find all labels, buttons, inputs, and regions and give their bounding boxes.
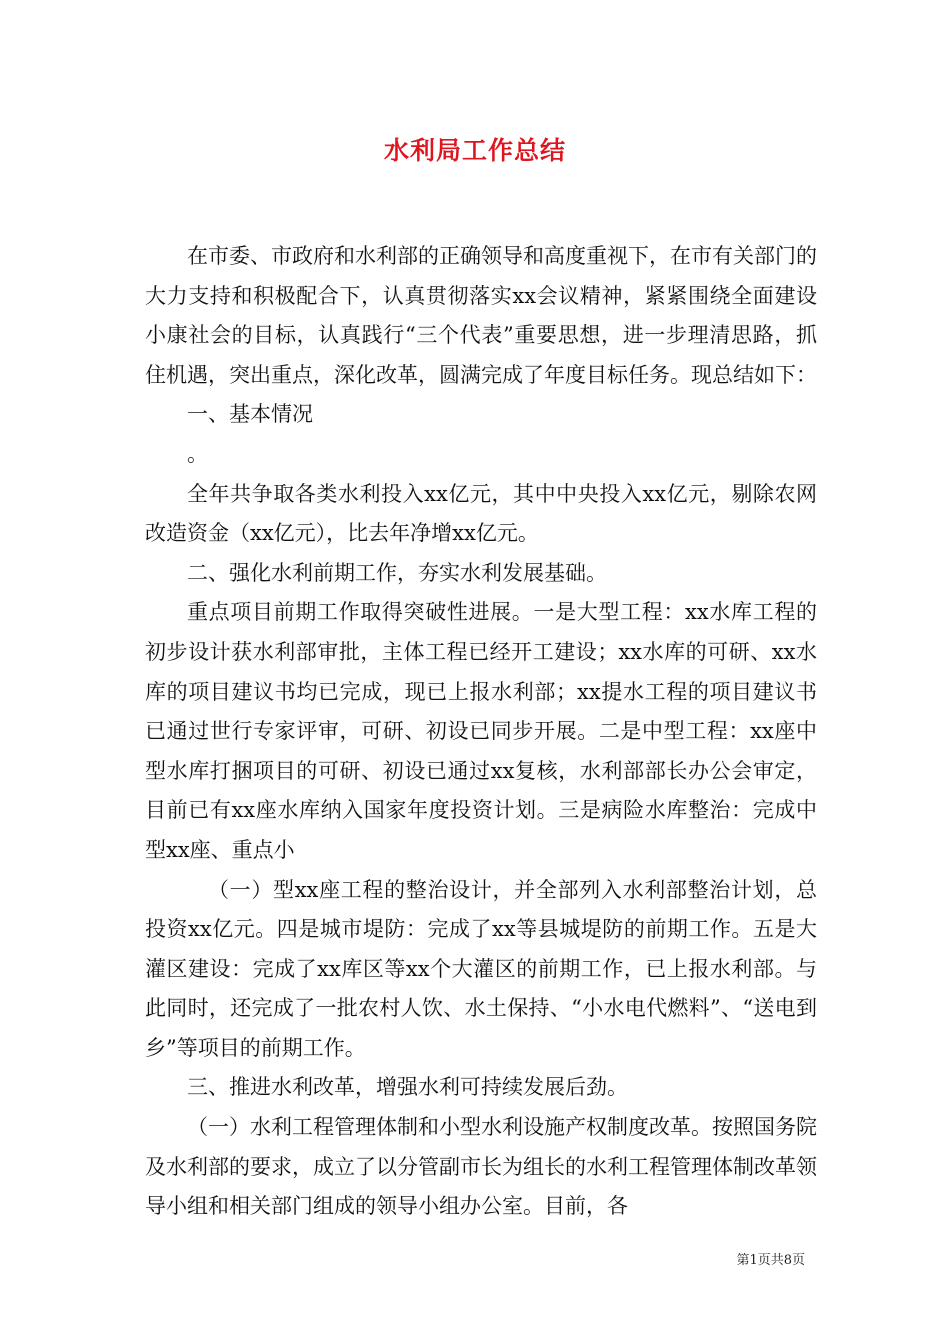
document-body <box>145 237 817 1227</box>
paragraph-management-reform: （一）水利工程管理体制和小型水利设施产权制度改革。按照国务院及水利部的要求，成立了以分管副市长为组长的水利工程管理体制改革领导小组和相关部门组成的领导小组办公室。目前，各 <box>145 1115 817 1219</box>
paragraph-investment: 全年共争取各类水利投入xx亿元，其中中央投入xx亿元，剔除农网改造资金（xx亿元），比去年净增xx亿元。 <box>145 481 817 546</box>
paragraph-key-projects: 重点项目前期工作取得突破性进展。一是大型工程：xx水库工程的初步设计获水利部审批，主体工程已经开工建设；xx水库的可研、xx水库的项目建议书均已完成，现已上报水利部；xx提水工程的项目建议书已通过世行专家评审，可研、初设已同步开展。二是中型工程：xx座中型水库打捆项目的可研、初设已通过xx复核，水利部部长办公会审定，目前已有xx座水库纳入国家年度投资计划。三是病险水库整治：完成中型xx座、重点小 <box>145 600 817 862</box>
paragraph-reservoir-rectification: （一）型xx座工程的整治设计，并全部列入水利部整治计划，总投资xx亿元。四是城市堤防：完成了xx等县城堤防的前期工作。五是大灌区建设：完成了xx库区等xx个大灌区的前期工作，已上报水利部。与此同时，还完成了一批农村人饮、水土保持、“小水电代燃料”、“送电到乡”等项目的前期工作。 <box>145 877 817 1060</box>
heading-preliminary-work: 二、强化水利前期工作，夯实水利发展基础。 <box>187 560 607 585</box>
heading-reform: 三、推进水利改革，增强水利可持续发展后劲。 <box>187 1075 628 1100</box>
paragraph-period: 。 <box>187 441 208 466</box>
document-title: 水利局工作总结 <box>383 136 566 165</box>
page-number: 第1页共8页 <box>736 1253 805 1268</box>
heading-basic-situation: 一、基本情况 <box>187 402 313 427</box>
paragraph-intro: 在市委、市政府和水利部的正确领导和高度重视下，在市有关部门的大力支持和积极配合下，认真贯彻落实xx会议精神，紧紧围绕全面建设小康社会的目标，认真践行“三个代表”重要思想，进一步理清思路，抓住机遇，突出重点，深化改革，圆满完成了年度目标任务。现总结如下： <box>145 244 817 387</box>
